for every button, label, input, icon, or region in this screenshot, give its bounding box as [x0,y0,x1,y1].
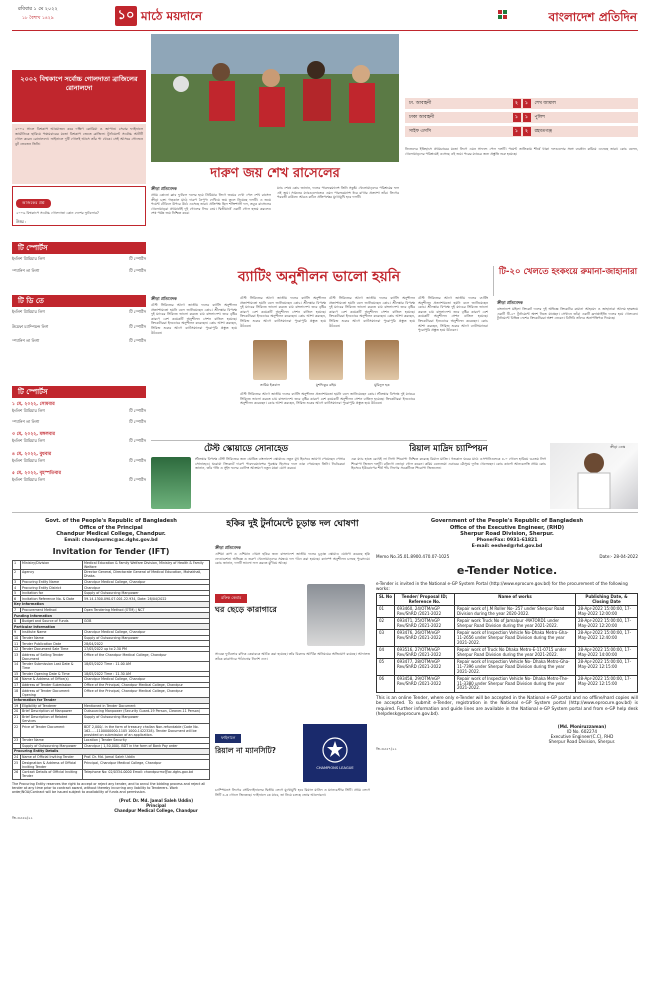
sub-story-2 [215,724,370,784]
tv-schedule-block-1 [12,256,146,273]
etender-phone: Phone/Fax: 0931-61821 [476,537,538,543]
quiz-answer-label: উত্তর : [16,219,27,224]
tv-schedule-row [12,458,146,464]
tender-notice-right [376,518,638,973]
madrid-reporter: ক্রীড়া ডেস্ক [610,445,626,449]
tender-cell: Tender Name [21,635,83,641]
score-opponent: রহমতগঞ্জ [534,129,553,134]
tender-cell: Chandpur Medical College, Chandpur [83,677,210,683]
tender-govt: Govt. of the People's Republic of Bangladesh [45,518,177,524]
tender-cell: Institute Name [21,630,83,636]
etender-col-header: Tender/ Proposal ID; Reference No. [395,593,455,605]
tender-table [12,560,210,780]
tv-row-channel: টি স্পোর্টস [129,338,146,343]
etender-cell: 02 [377,618,395,630]
tender-cell: Brief Description of Manpower [21,709,83,715]
etender-row [377,659,638,676]
tender-cell: Office of the Chandpur Medical College, Chandpur [83,652,210,662]
etender-cell: 05 [377,659,395,676]
etender-row [377,676,638,693]
etender-cell: 04 [377,647,395,659]
tender-cell: Director General, Directorate General of Medical Education, Mohakhali, Dhaka. [83,570,210,580]
tender-cell: Office of the Principal, Chandpur Medical College, Chandpur [83,682,210,688]
etender-intro: e-Tender is invited in the National e-GP System Portal (http://www.eprocure.gov.bd) for the procurement of the following works: [376,580,628,591]
batting-headline: ব্যাটিং অনুশীলন ভালো হয়নি [237,269,401,285]
etender-cell: 28-Apr-2022 15:00:00, 17-May-2022 12:15:00 [576,676,638,693]
tv-sports-heading-2: টি স্পোর্টস [12,386,146,398]
tender-cell: Chandpur [83,585,210,591]
test-squad-body: শ্রীলঙ্কার বিপক্ষে টেস্ট সিরিজের জন্য ঘোষিত বাংলাদেশ স্কোয়াডে নতুন মুখ হিসেবে জায়গা পেয়েছেন পেসার সোনাহেড। ঘরোয়া ক্রিকেটে দারুণ পারফরম্যান্সের পুরস্কার হিসেবে দলে ডাক পেয়েছেন তিনি। নির্বাচকরা জানান, তাঁর গতি ও সুইং দলের বোলিং আক্রমণে নতুন মাত্রা যোগ করবে। [195,457,345,471]
tender-cell: 9 [13,630,21,636]
tender-cell: 24 [13,754,21,760]
tv-row-channel: টি স্পোর্টস [129,256,146,261]
schedule-day: ৪ মে, ২০২২, বুধবার [12,451,52,457]
tender-cell: Contact Details of Official Inviting Tender [21,769,83,779]
tender-cell: BDT 2,000/- in the form of treasury challan Non-refundable (Code No. 162......1100000000-1105 1000-1422328). Tender Document will be provided on submission of an application. [83,724,210,738]
tender-cell: Eligibility of Tenderer [21,703,83,709]
main-reporter: ক্রীড়া প্রতিবেদক [151,186,177,191]
ucl-logo-text: CHAMPIONS LEAGUE [316,766,354,770]
signatory-title: Executive Engineer(C.C), RHD [550,734,614,740]
tender-cell: Price of Tender Document [21,724,83,738]
etender-table [376,593,638,693]
tender-cell: 2 [13,570,21,580]
tender-cell: 4 [13,585,21,591]
tv-row-channel: টি স্পোর্টস [129,323,146,329]
hockey-reporter: ক্রীড়া প্রতিবেদক [215,545,241,550]
tender-cell: 10 [13,635,21,641]
tv-row-event: ইংলিশ প্রিমিয়ার লিগ [12,256,45,261]
tender-cell: 8 [13,618,21,624]
etender-division: Sherpur Road Division, Sherpur. [460,531,554,537]
tender-row [13,652,210,662]
tender-cell: 28/04/2022 [83,641,210,647]
etender-col-header: Name of works [455,593,576,605]
score-team: ঢাকা আবাহনী [409,115,435,120]
tender-notes: The Procuring Entity reserves the right to accept or reject any tender, and to annul the bidding process and reject all tender at any time prior to contract award, without thereby incurring any liability to Tenderers. Work order/NOA/Contract will be issued subject to availability of funds and permission. [12,781,206,794]
tender-cell: 18 [13,688,21,698]
tender-row [13,769,210,779]
tender-cell: 15 [13,671,21,677]
tv-schedule-block-2 [12,309,146,344]
tender-row [13,560,210,570]
divider [12,512,638,513]
tender-cell: 20 [13,709,21,715]
tv-schedule-row [12,438,146,444]
quiz-box [12,186,146,226]
tender-cell: 5 [13,590,21,596]
etender-cell: Repair work of Inspection Vehicle No-Dhaka Metro-Gha-11-2656 under Sherpur Road Division during the year 2021-2022. [455,630,576,647]
tv-schedule-row [12,256,146,262]
signatory-office: Sherpur Road Division, Sherpur. [548,739,616,745]
score-row [405,98,638,109]
etender-cell: 693460, 24/OTM/eGP Rev/ShRD /2021-2022 [395,606,455,618]
tv-schedule-block-3 [12,400,146,483]
tender-cell: Ministry/Division [21,560,83,570]
score-value: ২ [513,99,521,108]
score-value: ১ [523,113,531,122]
score-value: ১ [513,127,521,136]
tv-row-event: ইংলিশ প্রিমিয়ার লিগ [12,457,45,463]
etender-cell: Repair work of Inspection Vehicle No- Dhaka Metro-The-11-3380 under Sherpur Road Division during the year 2021-2022. [455,676,576,693]
signatory-office: Chandpur Medical College, Chandpur [114,808,198,814]
tender-row [13,570,210,580]
tv-row-channel: টি স্পোর্টস [129,267,146,273]
sub1-body: সাবেক ফুটবলার রফিক কেবারকে আটক করা হয়েছে। তাঁর বিরুদ্ধে আর্থিক অনিয়মের অভিযোগ রয়েছে। আদালত তাঁকে কারাগারে পাঠানোর নির্দেশ দেন। [215,652,370,661]
tender-cell: Prof. Dr. Md. Jamal Saleh Uddin [83,754,210,760]
etender-cell: Repair work of Truck No Dhaka Metro-E-11-0715 under Sherpur Road Division during the year 2021-2022. [455,647,576,659]
tender-cell: Medical Education & Family Welfare Division, Ministry of Health & Family Welfare [83,560,210,570]
player-caption: মুশফিকুর রহিম [315,383,337,387]
tv-schedule-row [12,268,146,274]
etender-row [377,606,638,618]
quiz-label: আজকের প্রশ্ন [16,199,51,208]
tender-cell: 3 [13,579,21,585]
tv-row-channel: টি স্পোর্টস [129,477,146,482]
tender-cell: 23 [13,737,21,743]
player-photo-tamim [253,340,287,380]
sub2-kicker: ফাইনালে [215,734,241,743]
etender-cell: Repair work of J.M Roller No- 257 under Sherpur Road Division during the year 2020-2022. [455,606,576,618]
schedule-day: ১ মে, ২০২২, সোমবার [12,402,55,407]
etender-memo-row [376,554,638,559]
tv-row-event: ইংলিশ প্রিমিয়ার লিগ [12,438,45,443]
tender-cell: 25 [13,760,21,770]
tender-notice-left [12,518,210,973]
ucl-star-ball-icon [321,736,349,764]
etender-cell: 28-Apr-2022 15:00:00, 17-May-2022 12:15:00 [576,659,638,676]
batting-story-col2: টেস্ট সিরিজের আগে জাতীয় দলের ব্যাটিং অনুশীলন প্রত্যাশামতো হয়নি বলে জানিয়েছেন কোচ। শ্রীলঙ্কার বিপক্ষে দুই ম্যাচের সিরিজে ভালো করতে চায় বাংলাদেশ। তবে বৃষ্টির কারণে বেশ কয়েকটি অনুশীলন সেশন বাতিল হয়েছে। ক্রিকেটাররা ইনডোরে অনুশীলন করেছেন। কোচ আশা করছেন, সিরিজ শুরুর আগে ব্যাটসম্যানরা পুরোপুরি প্রস্তুত হয়ে উঠবেন। [240,296,326,328]
tv-row-channel: টি স্পোর্টস [129,418,146,424]
sub-story-1 [215,584,370,650]
etender-title: e-Tender Notice. [456,563,558,577]
tender-cell: 1 [13,560,21,570]
score-value: ২ [523,127,531,136]
etender-footer-code: জি-৩৫৫৭/২২ [376,747,397,752]
tender-cell: Mentioned in Tender Document [83,703,210,709]
tv-row-channel: টি স্পোর্টস [129,438,146,443]
tender-cell: Telephone No: 02/0334-0000 Email: chandpurmc@ac.dghs.gov.bd [83,769,210,779]
header-date: রবিবার ১ মে ২০২২ [18,6,58,12]
tv-row-event: ইংলিশ প্রিমিয়ার লিগ [12,477,45,482]
main-story-col2: ম্যাচ শেষে কোচ জানান, দলের পারফরম্যান্সে তিনি সন্তুষ্ট। খেলোয়াড়দের পরিশ্রমের ফল এই জয়। সামনের ম্যাচগুলোতেও এমন পারফরম্যান্স ধরে রাখার প্রত্যাশা তাঁর। লিগের পরবর্তী রাউন্ডে আরও কঠিন প্রতিপক্ষের মুখোমুখি হবে দলটি। [277,186,399,200]
madrid-headline: রিয়াল মাদ্রিদ চ্যাম্পিয়ন [409,444,488,454]
tender-cell: 59.14.1300.090.07.001.22.934, Date: 28/04/2022 [83,596,210,602]
tender-cell: Address of Tender Document Opening [21,688,83,698]
tender-cell: Supply of Outsourcing Manpower [83,590,210,596]
tender-cell: Chandpur Medical College, Chandpur [83,630,210,636]
tender-email[interactable]: Email: chandpurmc@ac.dghs.gov.bd [64,537,158,543]
tender-cell: Address of Tender Submission [21,682,83,688]
t20-reporter: ক্রীড়া প্রতিবেদক [497,300,523,305]
etender-govt: Government of the People's Republic of Bangladesh [430,518,584,524]
player-caption: মুমিনুল হক [374,383,390,387]
etender-cell: 03 [377,630,395,647]
tender-cell: 17/05/2022 up to 2.30 PM [83,646,210,652]
player-photo-mushfiq [309,340,343,380]
tender-cell: 12 [13,646,21,652]
tender-row [13,709,210,715]
tender-cell: 21 [13,714,21,724]
etender-signature [526,724,638,745]
section-title: মাঠে ময়দানে [141,9,203,23]
player-photo-mominul [365,340,399,380]
tender-cell: Chandpur Medical College, Chandpur [83,579,210,585]
sub1-headline: ঘর ছেড়ে কারাগারে [215,605,277,614]
etender-cell: 693471, 25/OTM/eGP Rev/ShRD /2021-2022 [395,618,455,630]
tender-cell: Tender Document Sale Time [21,646,83,652]
etender-cell: 06 [377,676,395,693]
feature-title: ২০০২ বিশ্বকাপে সর্বোচ্চ গোলদাতা ব্রাজিলের রোনালদো [20,75,138,92]
tender-cell: Supply of Outsourcing Manpower [21,743,83,749]
score-value: ১ [523,99,531,108]
etender-cell: Repair work Truck No of Jamalpur -MATORD1 under Sherpur Road Division during the year 2021-2022. [455,618,576,630]
tender-cell: Agency [21,570,83,580]
tender-cell: Invitation Reference No. & Date [21,596,83,602]
scorecard [405,98,638,137]
etender-col-header: Publishing Date, & Closing Date [576,593,638,605]
score-team: সাইফ এসসি [409,129,431,134]
tender-cell: 17 [13,682,21,688]
batting-story-col4: টেস্ট সিরিজের আগে জাতীয় দলের ব্যাটিং অনুশীলন প্রত্যাশামতো হয়নি বলে জানিয়েছেন কোচ। শ্রীলঙ্কার বিপক্ষে দুই ম্যাচের সিরিজে ভালো করতে চায় বাংলাদেশ। তবে বৃষ্টির কারণে বেশ কয়েকটি অনুশীলন সেশন বাতিল হয়েছে। ক্রিকেটাররা ইনডোরে অনুশীলন করেছেন। কোচ আশা করছেন, সিরিজ শুরুর আগে ব্যাটসম্যানরা পুরোপুরি প্রস্তুত হয়ে উঠবেন। [418,296,488,333]
tender-cell: Open Tendering Method (OTM) | NCT [83,607,210,613]
etender-row [377,630,638,647]
tender-cell: Office of the Principal, Chandpur Medical College, Chandpur [83,688,210,698]
sub1-kicker: রফিক কেবার [215,594,247,603]
tender-cell: 18/05/2022 Time : 11.30 AM [83,671,210,677]
etender-office: Office of the Executive Engineer, (RHD) [449,524,565,531]
tender-cell: Outsourcing Manpower (Security Guard-19 Person, Cleaner-11 Person) [83,709,210,715]
etender-col-header: SL No [377,593,395,605]
signatory-name: (Md. Moniruzzaman) [557,723,607,729]
score-opponent: পুলিশ [534,115,545,120]
tv-row-channel: টি স্পোর্টস [129,457,146,463]
tv-schedule-row [12,338,146,344]
feature-title-box [12,70,146,122]
quiz-question: ২০০৬ বিশ্বকাপে সর্বোচ্চ গোলদাতা কোন দেশের ফুটবলার? [16,211,99,215]
benzema-photo [550,443,638,509]
tender-cell: Funding Information [13,613,210,619]
tv-schedule-row [12,324,146,330]
tender-cell: 13 [13,652,21,662]
tender-title: Invitation for Tender (IFT) [52,546,170,556]
etender-cell: Repair work of Inspection Vehicle No- Dhaka Metro-Gha-11-7396 under Sherpur Road Division during the year 2021-2022. [455,659,576,676]
madrid-player-illustration [550,443,638,509]
tender-cell: Location | Tender Security [83,737,210,743]
tender-cell: Address of Selling Tender Document [21,652,83,662]
tender-cell: Name & Address of Office(s) [21,677,83,683]
sub2-body: চ্যাম্পিয়নস লিগের সেমিফাইনালের দ্বিতীয় লেগে মুখোমুখি হবে রিয়াল মাদ্রিদ ও ম্যানচেস্টার সিটি। প্রথম লেগে সিটি ৪-৩ গোলে জিতেছে। ফাইনালে কে যাবে, তা নিয়ে চলছে জোর আলোচনা। [215,788,370,797]
sonahed-photo [151,457,191,509]
batting-story-col3: টেস্ট সিরিজের আগে জাতীয় দলের ব্যাটিং অনুশীলন প্রত্যাশামতো হয়নি বলে জানিয়েছেন কোচ। শ্রীলঙ্কার বিপক্ষে দুই ম্যাচের সিরিজে ভালো করতে চায় বাংলাদেশ। তবে বৃষ্টির কারণে বেশ কয়েকটি অনুশীলন সেশন বাতিল হয়েছে। ক্রিকেটাররা ইনডোরে অনুশীলন করেছেন। কোচ আশা করছেন, সিরিজ শুরুর আগে ব্যাটসম্যানরা পুরোপুরি প্রস্তুত হয়ে উঠবেন। [329,296,415,328]
etender-cell: 28-Apr-2022 15:00:00, 17-May-2022 12:40:00 [576,630,638,647]
t20-body: বাংলাদেশ মহিলা ক্রিকেট দলের দুই অভিজ্ঞ ক্রিকেটার রুমানা আহমেদ ও জাহানারা আলম হংকংয়ে একটি টি-২০ টুর্নামেন্টে অংশ নিতে যাচ্ছেন। সেখানে তাঁরা একটি ফ্র্যাঞ্চাইজি দলের হয়ে খেলবেন। টুর্নামেন্টে বিভিন্ন দেশের ক্রিকেটাররা অংশ নেবেন। বিসিবি তাঁদের অনাপত্তিপত্র দিয়েছে। [497,307,638,321]
score-opponent: শেখ জামাল [534,101,556,106]
etender-cell: 693458, 29/OTM/eGP Rev/ShRD /2021-2022 [395,676,455,693]
tender-cell: Procuring Entity Name [21,579,83,585]
tender-cell: 6 [13,596,21,602]
tender-office: Office of the Principal [79,524,143,531]
score-team: ঢা. আবাহনী [409,101,432,106]
tender-cell: Procuring Entity District [21,585,83,591]
sub2-headline: রিয়াল না ম্যানসিটি? [215,746,277,755]
etender-footer-text: This is an online Tender, where only e-Tender will be accepted in the National e-GP portal and no offline/hard copies will be accepted. To submit e-Tender, registration in the National e-GP System portal (http://www.eprocure.gov.bd) is required. Further information and guide lines are available in the National e-GP System portal and from e-GP help desk (helpdesk@eprocure.gov.bd). [376,696,638,718]
score-value: ১ [513,113,521,122]
hockey-headline: হকির দুই টুর্নামেন্টে চূড়ান্ত দল ঘোষণা [226,519,359,529]
page-number: ১০ [115,6,137,26]
tv-schedule-row [12,408,146,414]
tender-signature [102,798,210,813]
etender-cell: 28-Apr-2022 15:00:00, 17-May-2022 14:00:00 [576,647,638,659]
header-divider [12,30,638,31]
tdt-heading: টি ডি তে [12,295,146,307]
tender-cell: 11 [13,641,21,647]
signatory-title: Principal [146,803,166,809]
tv-schedule-row [12,477,146,483]
tender-cell: Tender Opening Date & Time [21,671,83,677]
tender-cell: Information for Tender [13,697,210,703]
tv-row-channel: টি স্পোর্টস [129,408,146,413]
etender-email[interactable]: E-mail: eeshed@rhd.gov.bd [471,543,543,549]
tv-schedule-row [12,309,146,315]
etender-row [377,618,638,630]
tv-row-event: স্প্যানিশ লা লিগা [12,338,40,343]
etender-cell: 693516, 27/OTM/eGP Rev/ShRD /2021-2022 [395,647,455,659]
scorecard-side-text: নিজেদের ইতিহাসে প্রথমবারের মতো লিগে এমন সাফল্য পেল দলটি। পয়েন্ট তালিকায় শীর্ষে থাকা দলগুলোর সঙ্গে ব্যবধান কমিয়ে এনেছে তারা। কোচ বলেন, খেলোয়াড়দের পরিশ্রমেই এসেছে এই জয়। পরের ম্যাচের জন্য প্রস্তুতি শুরু হয়েছে। [405,147,638,156]
tender-cell: Principal, Chandpur Medical College, Chandpur [83,760,210,770]
tender-row [13,760,210,770]
tv-row-event: উয়েফা চ্যাম্পিয়ন্স লিগ [12,323,49,329]
tender-cell: Budget and Source of Funds [21,618,83,624]
tender-cell: Supply of Outsourcing Manpower [83,714,210,724]
score-row [405,126,638,137]
tender-cell: Tender Submission Last Date & Time [21,662,83,672]
tender-college: Chandpur Medical College, Chandpur. [56,531,166,537]
etender-memo: Memo No.35.01.8900.470.07-1025 [376,553,450,559]
tender-cell: Tender Publication Date [21,641,83,647]
etender-cell: 28-Apr-2022 15:00:00, 17-May-2022 12:00:00 [576,606,638,618]
brand-logo-icon [498,10,508,24]
tender-cell: 7 [13,607,21,613]
champions-league-logo [303,724,367,782]
tender-cell: 14 [13,662,21,672]
hockey-body: এশিয়া কাপ ও এশিয়ান গেমস হকির জন্য বাংলাদেশ জাতীয় দলের চূড়ান্ত স্কোয়াড ঘোষণা করেছে হকি ফেডারেশন। অভিজ্ঞ ও তরুণ খেলোয়াড়দের সমন্বয়ে দল গঠন করা হয়েছে। ক্যাম্পে অনুশীলন চলছে পুরোদমে। কোচ জানান, দলটি ভালো ফল করতে মুখিয়ে আছে। [215,552,370,566]
tender-cell: Particular Information [13,624,210,630]
tv-schedule-row [12,419,146,425]
signatory-name: (Prof. Dr. Md. Jamal Saleh Uddin) [118,798,194,804]
tender-row [13,724,210,738]
batting-story-col1: টেস্ট সিরিজের আগে জাতীয় দলের ব্যাটিং অনুশীলন প্রত্যাশামতো হয়নি বলে জানিয়েছেন কোচ। শ্রীলঙ্কার বিপক্ষে দুই ম্যাচের সিরিজে ভালো করতে চায় বাংলাদেশ। তবে বৃষ্টির কারণে বেশ কয়েকটি অনুশীলন সেশন বাতিল হয়েছে। ক্রিকেটাররা ইনডোরে অনুশীলন করেছেন। কোচ আশা করছেন, সিরিজ শুরুর আগে ব্যাটসম্যানরা পুরোপুরি প্রস্তুত হয়ে উঠবেন। [151,303,237,335]
tv-row-event: ইংলিশ প্রিমিয়ার লিগ [12,309,45,314]
tv-sports-heading: টি স্পোর্টস [12,242,146,254]
divider [151,440,487,441]
feature-body-box [12,124,146,184]
batting-story-continued: টেস্ট সিরিজের আগে জাতীয় দলের ব্যাটিং অনুশীলন প্রত্যাশামতো হয়নি বলে জানিয়েছেন কোচ। শ্রীলঙ্কার বিপক্ষে দুই ম্যাচের সিরিজে ভালো করতে চায় বাংলাদেশ। তবে বৃষ্টির কারণে বেশ কয়েকটি অনুশীলন সেশন বাতিল হয়েছে। ক্রিকেটাররা ইনডোরে অনুশীলন করেছেন। কোচ আশা করছেন, সিরিজ শুরুর আগে ব্যাটসম্যানরা পুরোপুরি প্রস্তুত হয়ে উঠবেন। [240,392,415,406]
test-squad-headline: টেস্ট স্কোয়াডে সোনাহেড [203,444,289,454]
main-headline: দারুণ জয় শেখ রাসেলের [210,166,340,181]
main-story-col1: প্রথম কোনো ক্লাব ফুটবল দলের হয়ে প্রিমিয়ার লিগে জয়ের দেখা পেল শেখ রাসেল ক্রীড়া চক্র। গতকাল মাঠে দারুণ নৈপুণ্য দেখিয়ে জয় তুলে নিয়েছে দলটি। এ জয়ে পয়েন্ট টেবিলে উপরে উঠে এসেছে তারা। প্রতিপক্ষ ছিল শক্তিশালী দল, তবুও রাসেলের খেলোয়াড়রা প্রথমার্ধেই দুই গোলের লিড নেয়। দ্বিতীয়ার্ধে একটি গোল হজম করলেও শেষ পর্যন্ত জয় নিশ্চিত করে। [151,193,271,216]
tv-row-event: ইংলিশ প্রিমিয়ার লিগ [12,408,45,413]
tender-cell: 18/05/2022 Time : 11.00 AM [83,662,210,672]
tender-row [13,682,210,688]
tender-cell: Procurement Method [21,607,83,613]
tender-row [13,714,210,724]
tender-cell: Name of Official Inviting Tender [21,754,83,760]
t20-headline-box [493,266,638,296]
batting-reporter: ক্রীড়া প্রতিবেদক [151,296,177,301]
tender-cell: GOB [83,618,210,624]
score-row [405,112,638,123]
tender-footer-code: জি-৩৫৫৬/২২ [12,816,33,821]
tender-cell: Procuring Entity Details [13,749,210,755]
tender-cell: Tender Name [21,737,83,743]
header-date-bangla: ১৮ বৈশাখ ১৪২৯ [22,16,54,21]
tender-row [13,688,210,698]
madrid-body: এক ম্যাচ হাতে রেখেই লা লিগা শিরোপা নিশ্চিত করেছে রিয়াল মাদ্রিদ। গতকাল ঘরের মাঠে এসপানিওলকে ৪-০ গোলে হারিয়ে ৩৫তম লিগ শিরোপা জিতল দলটি। রদ্রিগো জোড়া গোল করেন। করিম বেনজেমা এবারের মৌসুমে দুর্দান্ত খেলেছেন। কোচ কার্লো আনচেলত্তি প্রথম কোচ হিসেবে ইউরোপের শীর্ষ পাঁচ লিগের সবকটিতে শিরোপা জিতলেন। [351,457,546,471]
etender-cell: 01 [377,606,395,618]
tv-row-event: স্প্যানিশ লা লিগা [12,418,40,424]
schedule-day: ৫ মে, ২০২২, বৃহস্পতিবার [12,471,62,476]
tender-cell: 22 [13,724,21,738]
etender-cell: 693476, 26/OTM/eGP Rev/ShRD /2021-2022 [395,630,455,647]
rafiq-photo [307,584,365,646]
tender-cell: Supply of Outsourcing Manpower [83,635,210,641]
tv-row-event: স্প্যানিশ লা লিগা [12,267,40,273]
tender-cell: 19 [13,703,21,709]
tender-cell: Invitation for [21,590,83,596]
tender-cell: Brief Description of Related Services [21,714,83,724]
etender-cell: 693477, 28/OTM/eGP Rev/ShRD /2021-2022 [395,659,455,676]
tender-cell: 26 [13,769,21,779]
football-match-photo [151,34,399,162]
tv-row-channel: টি স্পোর্টস [129,309,146,314]
etender-cell: 28-Apr-2022 15:00:00, 17-May-2022 12:20:00 [576,618,638,630]
tender-row [13,662,210,672]
tender-cell: 16 [13,677,21,683]
brand-name[interactable]: বাংলাদেশ প্রতিদিন [548,10,637,24]
etender-date: Date:- 28-04-2022 [599,553,638,559]
etender-row [377,647,638,659]
tender-cell: Designation & Address of Official Inviting Tender [21,760,83,770]
tender-cell: Chandpur | 1,50,000/- BDT in the form of Bank Pay order [83,743,210,749]
signatory-id: ID No. 602274 [566,728,598,734]
tender-cell: Key Information [13,602,210,608]
t20-headline: টি-২০ খেলতে হংকংয়ে রুমানা-জাহানারা [498,267,638,277]
schedule-day: ৩ মে, ২০২২, মঙ্গলবার [12,432,56,437]
players-illustration [151,34,399,162]
player-caption: তামিম ইকবাল [259,383,280,387]
feature-body: ২০০২ সালে বিশ্বকাপ আয়োজন করে দক্ষিণ কোরিয়া ও জাপান। সেবার ফাইনালে জার্মানিকে হারিয়ে পঞ্চমবারের মতো বিশ্বকাপ জেতে ব্রাজিল। টুর্নামেন্টে সর্বোচ্চ আটটি গোল করেন রোনালদো। ফাইনালে দুটি গোলই আসে তাঁর পা থেকে। সেই আসরে গোল্ডেন বুট জেতেন তিনি। [15,127,143,146]
